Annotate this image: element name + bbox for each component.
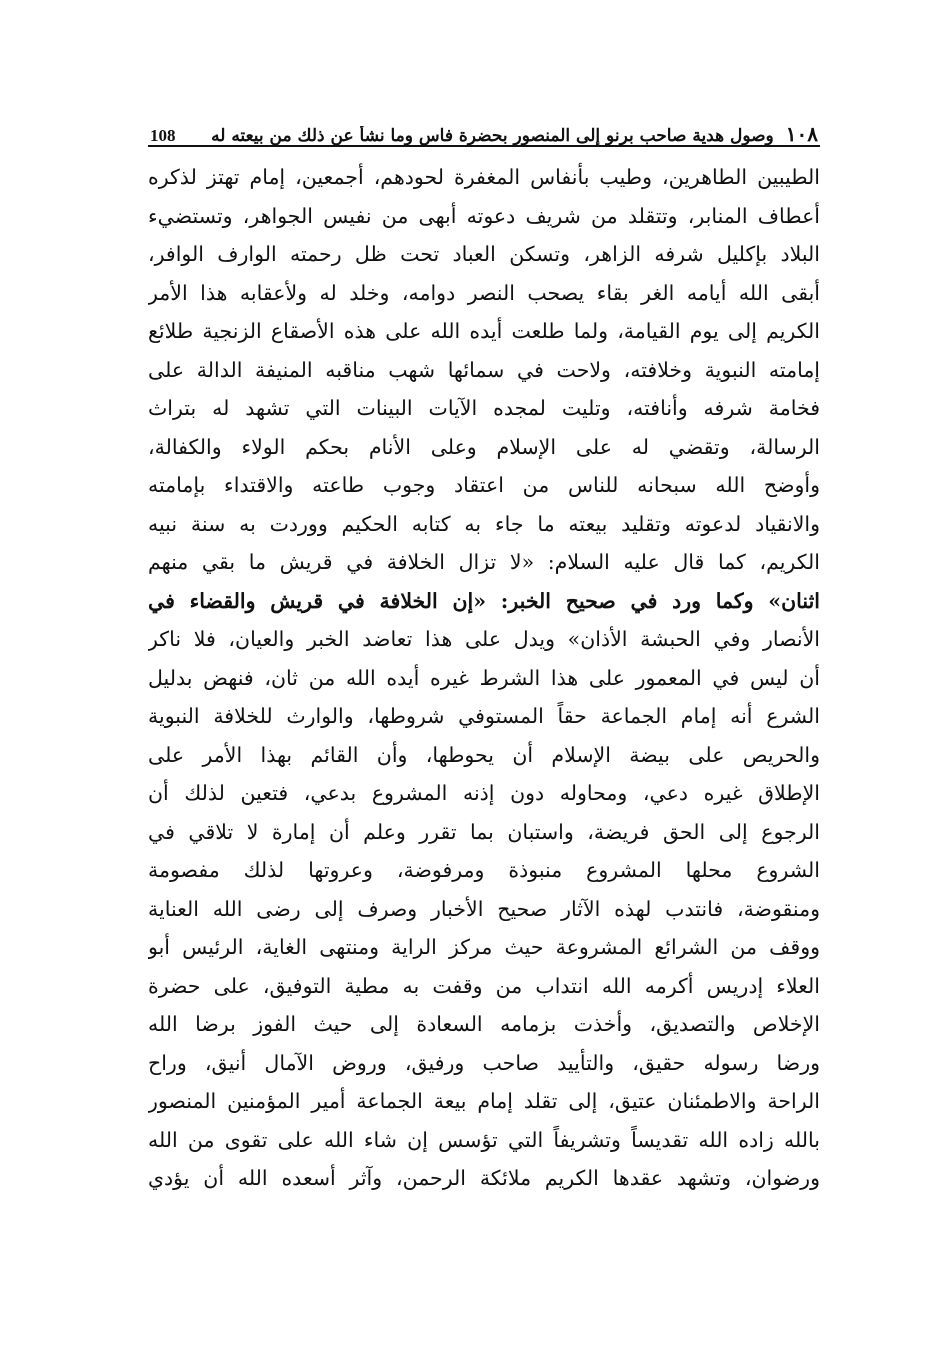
text-line: إمامته النبوية وخلافته، ولاحت في سمائها شهب مناقبه المنيفة الدالة على — [148, 357, 820, 382]
text-line: الشروع محلها المشروع منبوذة ومرفوضة، وعروتها لذلك مفصومة — [148, 858, 820, 882]
text-line: أن ليس في المعمور على هذا الشرط غيره أيده الله من ثان، فنهض بدليل — [148, 665, 820, 690]
running-header — [150, 112, 818, 146]
text-line: فخامة شرفه وأنافته، وتليت لمجده الآيات البينات التي تشهد له بتراث — [148, 396, 820, 420]
text-line: وأوضح الله سبحانه للناس من اعتقاد وجوب طاعته والاقتداء بإمامته — [148, 473, 820, 497]
text-line: الطيبين الطاهرين، وطيب بأنفاس المغفرة لحودهم، أجمعين، إمام تهتز لذكره — [148, 165, 820, 189]
text-line: ورضا رسوله حقيق، والتأييد صاحب ورفيق، وروض الآمال أنيق، وراح — [148, 1050, 820, 1075]
body-text — [148, 158, 820, 1198]
running-title: وصول هدية صاحب برنو إلى المنصور بحضرة فاس وما نشأ عن ذلك من بيعته له — [211, 126, 774, 146]
text-line: الراحة والاطمئنان عتيق، إلى تقلد إمام بيعة الجماعة أمير المؤمنين المنصور — [148, 1089, 820, 1113]
text-line: اثنان» وكما ورد في صحيح الخبر: «إن الخلافة في قريش والقضاء في — [148, 588, 820, 613]
text-line: ووقف من الشرائع المشروعة حيث مركز الراية ومنتهى الغاية، الرئيس أبو — [148, 935, 820, 959]
text-line: العلاء إدريس أكرمه الله انتداب من وقفت به مطية التوفيق، على حضرة — [148, 973, 820, 998]
text-line: الأنصار وفي الحبشة الأذان» ويدل على هذا تعاضد الخبر والعيان، فلا ناكر — [148, 627, 820, 651]
header-divider — [148, 145, 820, 147]
text-line: الإخلاص والتصديق، وأخذت بزمامه السعادة إلى حيث الفوز برضا الله — [148, 1012, 820, 1036]
text-line: البلاد بإكليل شرفه الزاهر، وتسكن العباد تحت ظل رحمته الوارف الوافر، — [148, 242, 820, 266]
text-line: الإطلاق غيره دعي، ومحاوله دون إذنه المشروع بدعي، فتعين لذلك أن — [148, 781, 820, 805]
text-line: الكريم، كما قال عليه السلام: «لا تزال الخلافة في قريش ما بقي منهم — [148, 550, 820, 574]
text-line: والحريص على بيضة الإسلام أن يحوطها، وأن القائم بهذا الأمر على — [148, 742, 820, 767]
text-line: الرجوع إلى الحق فريضة، واستبان بما تقرر وعلم أن إمارة لا تلاقي في — [148, 819, 820, 844]
text-line: والانقياد لدعوته وتقليد بيعته ما جاء به كتابه الحكيم ووردت به سنة نبيه — [148, 511, 820, 536]
text-line: الشرع أنه إمام الجماعة حقاً المستوفي شروطها، والوارث للخلافة النبوية — [148, 704, 820, 728]
text-line: بالله زاده الله تقديساً وتشريفاً التي تؤسس إن شاء الله على تقوى من الله — [148, 1127, 820, 1152]
text-line: أبقى الله أيامه الغر بقاء يصحب النصر دوامه، وخلد له ولأعقابه هذا الأمر — [148, 280, 820, 305]
text-line: أعطاف المنابر، وتتقلد من شريف دعوته أبهى من نفيس الجواهر، وتستضيء — [148, 203, 820, 228]
page-number-latin: 108 — [150, 126, 176, 145]
text-line: الكريم إلى يوم القيامة، ولما طلعت أيده الله على هذه الأصقاع الزنجية طلائع — [148, 319, 820, 343]
text-line: ورضوان، وتشهد عقدها الكريم ملائكة الرحمن، وآثر أسعده الله أن يؤدي — [148, 1166, 820, 1190]
page-number-arabic: ١٠٨ — [785, 122, 818, 146]
text-line: ومنقوضة، فانتدب لهذه الآثار صحيح الأخبار وصرف إلى رضى الله العناية — [148, 896, 820, 921]
text-line: الرسالة، وتقضي له على الإسلام وعلى الأنام بحكم الولاء والكفالة، — [148, 434, 820, 459]
